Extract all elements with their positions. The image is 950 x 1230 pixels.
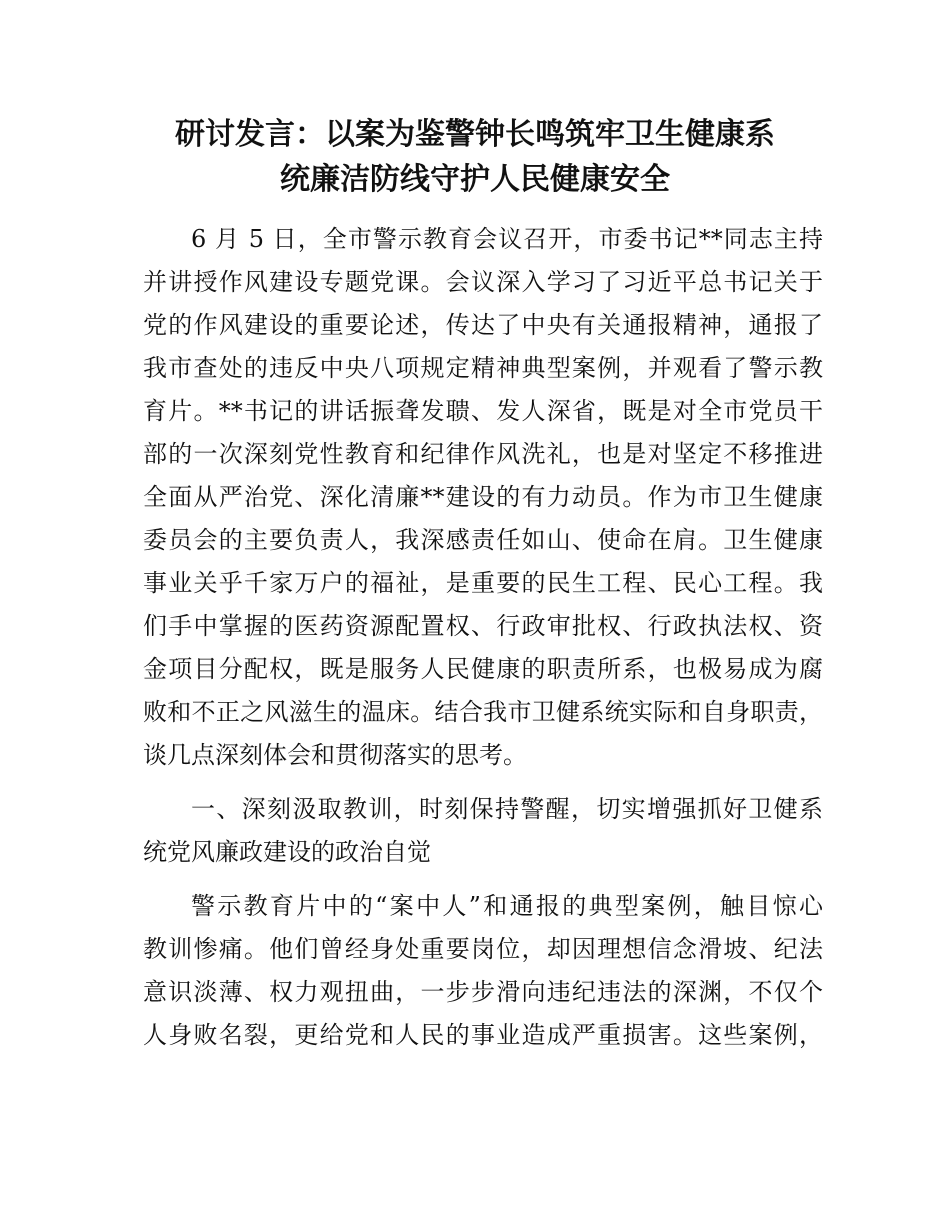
paragraph-1-line: 部的一次深刻党性教育和纪律作风洗礼，也是对坚定不移推进 xyxy=(143,440,823,468)
paragraph-2-line: 意识淡薄、权力观扭曲，一步步滑向违纪违法的深渊，不仅个 xyxy=(143,978,823,1006)
paragraph-1-line: 全面从严治党、深化清廉**建设的有力动员。作为市卫生健康 xyxy=(143,483,823,511)
paragraph-1-line: 6 月 5 日，全市警示教育会议召开，市委书记**同志主持 xyxy=(191,225,823,253)
paragraph-2-line: 警示教育片中的“案中人”和通报的典型案例，触目惊心 xyxy=(191,892,823,920)
paragraph-1-line: 事业关乎千家万户的福祉，是重要的民生工程、民心工程。我 xyxy=(143,569,823,597)
paragraph-1-line: 我市查处的违反中央八项规定精神典型案例，并观看了警示教 xyxy=(143,354,823,382)
document-title-line-2: 统廉洁防线守护人民健康安全 xyxy=(280,162,670,197)
document-title-line-1: 研讨发言：以案为鉴警钟长鸣筑牢卫生健康系 xyxy=(175,117,775,152)
paragraph-2-line: 人身败名裂，更给党和人民的事业造成严重损害。这些案例， xyxy=(143,1021,823,1049)
paragraph-1-line: 败和不正之风滋生的温床。结合我市卫健系统实际和自身职责， xyxy=(143,698,823,726)
paragraph-1-line: 委员会的主要负责人，我深感责任如山、使命在肩。卫生健康 xyxy=(143,526,823,554)
paragraph-1-line: 育片。**书记的讲话振聋发聩、发人深省，既是对全市党员干 xyxy=(143,397,823,425)
paragraph-1-line: 谈几点深刻体会和贯彻落实的思考。 xyxy=(143,741,527,769)
paragraph-1-line: 并讲授作风建设专题党课。会议深入学习了习近平总书记关于 xyxy=(143,268,823,296)
paragraph-2-line: 教训惨痛。他们曾经身处重要岗位，却因理想信念滑坡、纪法 xyxy=(143,935,823,963)
paragraph-1-line: 金项目分配权，既是服务人民健康的职责所系，也极易成为腐 xyxy=(143,655,823,683)
paragraph-1-line: 党的作风建设的重要论述，传达了中央有关通报精神，通报了 xyxy=(143,311,823,339)
paragraph-1-line: 们手中掌握的医药资源配置权、行政审批权、行政执法权、资 xyxy=(143,612,823,640)
section-heading-line: 一、深刻汲取教训，时刻保持警醒，切实增强抓好卫健系 xyxy=(191,795,823,823)
section-heading-line: 统党风廉政建设的政治自觉 xyxy=(143,838,431,866)
